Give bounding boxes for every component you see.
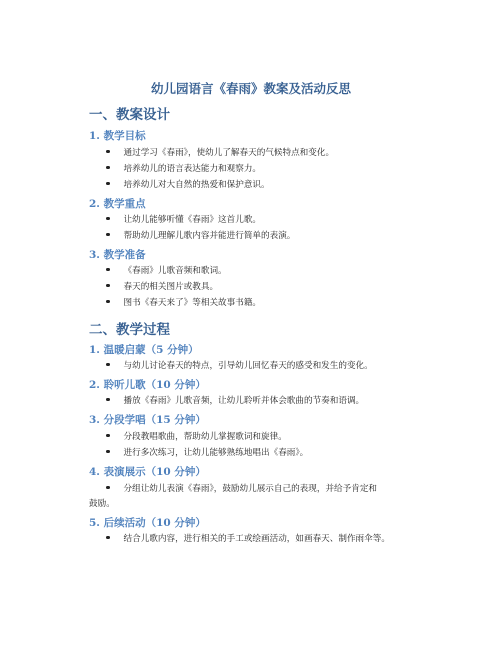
bullet-icon (106, 486, 110, 490)
subheading-warm-up: 1. 温暖启蒙（5 分钟） (89, 344, 199, 356)
subheading-objectives: 1. 教学目标 (89, 130, 146, 142)
list-item: 通过学习《春雨》，使幼儿了解春天的气候特点和变化。 (106, 146, 334, 158)
bullet-icon (106, 450, 110, 454)
bullet-icon (106, 268, 110, 272)
list-item: 培养幼儿的语言表达能力和观察力。 (106, 162, 261, 174)
bullet-icon (106, 363, 110, 367)
bullet-icon (106, 182, 110, 186)
bullet-icon (106, 284, 110, 288)
section-heading-lesson-design: 一、教案设计 (89, 107, 170, 123)
subheading-preparation: 3. 教学准备 (89, 249, 146, 261)
document-title: 幼儿园语言《春雨》教案及活动反思 (150, 81, 351, 96)
list-item: 《春雨》儿歌音频和歌词。 (106, 264, 227, 276)
list-item: 播放《春雨》儿歌音频，让幼儿聆听并体会歌曲的节奏和语调。 (106, 394, 364, 406)
subheading-performance: 4. 表演展示（10 分钟） (89, 466, 206, 478)
list-item: 分组让幼儿表演《春雨》，鼓励幼儿展示自己的表现，并给予肯定和 (106, 482, 377, 494)
list-item: 图书《春天来了》等相关故事书籍。 (106, 296, 261, 308)
list-item: 帮助幼儿理解儿歌内容并能进行简单的表演。 (106, 229, 295, 241)
list-item: 春天的相关图片或教具。 (106, 280, 218, 292)
list-item-continuation: 鼓励。 (89, 499, 115, 509)
list-item: 培养幼儿对大自然的热爱和保护意识。 (106, 178, 270, 190)
subheading-key-points: 2. 教学重点 (89, 198, 146, 210)
bullet-icon (106, 217, 110, 221)
list-item: 结合儿歌内容，进行相关的手工或绘画活动，如画春天、制作雨伞等。 (106, 532, 390, 544)
bullet-icon (106, 398, 110, 402)
bullet-icon (106, 300, 110, 304)
list-item: 进行多次练习，让幼儿能够熟练地唱出《春雨》。 (106, 446, 308, 458)
subheading-listening: 2. 聆听儿歌（10 分钟） (89, 379, 206, 391)
list-item: 让幼儿能够听懂《春雨》这首儿歌。 (106, 213, 261, 225)
section-heading-teaching-process: 二、教学过程 (89, 322, 170, 338)
bullet-icon (106, 166, 110, 170)
list-item: 与幼儿讨论春天的特点，引导幼儿回忆春天的感受和发生的变化。 (106, 359, 373, 371)
bullet-icon (106, 536, 110, 540)
bullet-icon (106, 150, 110, 154)
bullet-icon (106, 434, 110, 438)
bullet-icon (106, 233, 110, 237)
subheading-follow-up: 5. 后续活动（10 分钟） (89, 517, 206, 529)
subheading-sectional-singing: 3. 分段学唱（15 分钟） (89, 414, 206, 426)
list-item: 分段教唱歌曲，帮助幼儿掌握歌词和旋律。 (106, 430, 287, 442)
